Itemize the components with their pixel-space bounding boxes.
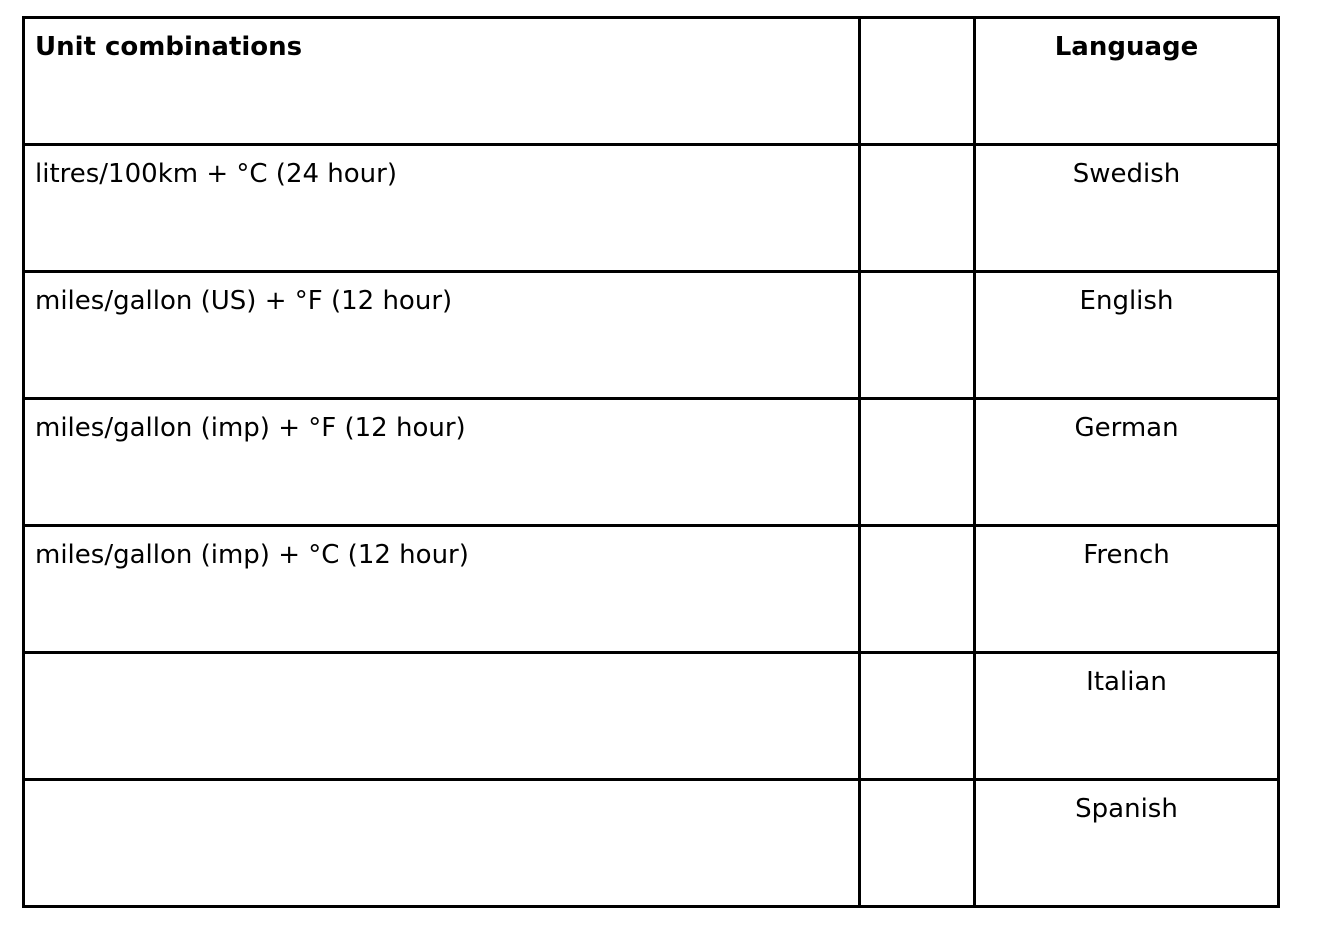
header-middle-cell [860,18,975,145]
table-header-row [24,18,1279,145]
unit-combination-cell: miles/gallon (imp) + °C (12 hour) [24,526,860,653]
language-cell: Swedish [975,145,1279,272]
middle-cell [860,272,975,399]
unit-combination-cell: miles/gallon (US) + °F (12 hour) [24,272,860,399]
unit-combination-cell [24,653,860,780]
middle-cell [860,780,975,907]
middle-cell [860,145,975,272]
language-cell: Spanish [975,780,1279,907]
middle-cell [860,653,975,780]
language-cell: Italian [975,653,1279,780]
unit-combination-cell [24,780,860,907]
middle-cell [860,399,975,526]
language-cell: French [975,526,1279,653]
table-row [24,780,1279,907]
unit-combination-cell: litres/100km + °C (24 hour) [24,145,860,272]
language-cell: English [975,272,1279,399]
header-unit-combinations: Unit combinations [24,18,860,145]
table-row [24,526,1279,653]
table-row [24,653,1279,780]
table-row [24,272,1279,399]
table-row [24,145,1279,272]
middle-cell [860,526,975,653]
unit-language-table [22,16,1280,908]
unit-combination-cell: miles/gallon (imp) + °F (12 hour) [24,399,860,526]
header-language: Language [975,18,1279,145]
language-cell: German [975,399,1279,526]
table-row [24,399,1279,526]
